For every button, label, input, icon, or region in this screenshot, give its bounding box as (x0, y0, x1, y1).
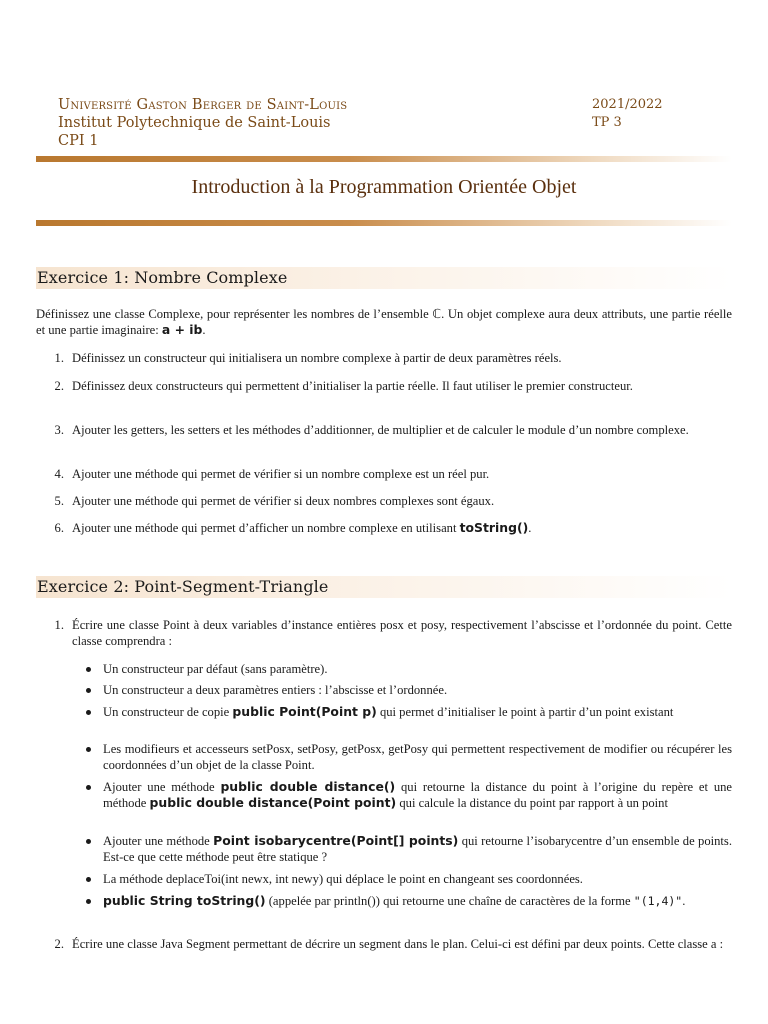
list-item-text: Ajouter les getters, les setters et les méthodes d’additionner, de multiplier et de calculer le module d’un nombre complexe. (72, 423, 689, 437)
list-item-text: Ajouter une méthode qui permet de vérifier si un nombre complexe est un réel pur. (72, 467, 490, 481)
bullet-text: Les modifieurs et accesseurs setPosx, setPosy, getPosx, getPosy qui permettent respectivement de modifier ou récupérer les coordonnées d’un objet de la classe Point. (103, 742, 732, 772)
bullet-text: . (682, 894, 686, 908)
bullet-text: qui permet d’initialiser le point à partir d’un point existant (376, 705, 674, 719)
code-copy-constructor: public Point(Point p) (232, 704, 377, 719)
exercise-1-title: Exercice 1: Nombre Complexe (37, 268, 288, 287)
bullet-item (86, 682, 732, 698)
bullet-item (86, 779, 732, 811)
page-header (58, 96, 708, 150)
bullet-text: qui retourne l’isobarycentre d’un ensemble de points. Est-ce que cette méthode peut être statique ? (103, 834, 732, 864)
intro-end: . (202, 323, 206, 337)
code-distance: public double distance() (220, 779, 396, 794)
list-item-text: Définissez deux constructeurs qui permettent d’initialiser la partie réelle. Il faut utiliser le premier constructeur. (72, 379, 633, 393)
list-item: 1. Définissez un constructeur qui initialisera un nombre complexe à partir de deux paramètres réels. (40, 350, 732, 366)
list-item-text: Définissez un constructeur qui initialisera un nombre complexe à partir de deux paramètres réels. (72, 351, 562, 365)
bullet-text: Ajouter une méthode (103, 780, 221, 794)
exercise-1-heading (36, 267, 732, 289)
bullet-text: qui calcule la distance du point par rapport à un point (396, 796, 668, 810)
institute-name: Institut Polytechnique de Saint-Louis (58, 115, 331, 131)
list-item: 4. Ajouter une méthode qui permet de vérifier si un nombre complexe est un réel pur. (40, 466, 732, 482)
intro-text: Définissez une classe Complexe, pour représenter les nombres de l’ensemble ℂ. Un objet complexe aura deux attributs, une partie réelle et une partie imaginaire: (36, 307, 732, 337)
academic-year: 2021/2022 (592, 97, 663, 112)
bullet-text: Un constructeur de copie (103, 705, 233, 719)
bullet-item (86, 893, 732, 909)
bullet-item (86, 741, 732, 773)
list-item: 3. Ajouter les getters, les setters et les méthodes d’additionner, de multiplier et de calculer le module d’un nombre complexe. (40, 422, 732, 438)
top-rule (36, 156, 732, 162)
list-item: 2. Définissez deux constructeurs qui permettent d’initialiser la partie réelle. Il faut utiliser le premier constructeur. (40, 378, 732, 394)
complex-formula: a + ib (161, 322, 203, 337)
bullet-item (86, 704, 732, 720)
list-item-text: Ajouter une méthode qui permet d’afficher un nombre complexe en utilisant (72, 521, 460, 535)
title-rule (36, 220, 732, 226)
bullet-text: (appelée par println()) qui retourne une chaîne de caractères de la forme (265, 894, 634, 908)
exercise-2-heading (36, 576, 732, 598)
list-item-text: Écrire une classe Point à deux variables d’instance entières posx et posy, respectivement l’abscisse et l’ordonnée du point. Cette classe comprendra : (72, 618, 732, 648)
university-name: Université Gaston Berger de Saint-Louis (58, 97, 348, 113)
bullet-item (86, 833, 732, 865)
bullet-text: La méthode deplaceToi(int newx, int newy) qui déplace le point en changeant ses coordonnées. (103, 872, 583, 886)
document-title: Introduction à la Programmation Orientée Objet (191, 176, 577, 198)
list-item-end: . (528, 521, 532, 535)
code-tostring: public String toString() (103, 893, 266, 908)
code-distance-point: public double distance(Point point) (149, 795, 397, 810)
exercise-2-title: Exercice 2: Point-Segment-Triangle (37, 577, 329, 596)
string-example: "(1,4)" (633, 894, 683, 908)
code-isobarycentre: Point isobarycentre(Point[] points) (213, 833, 459, 848)
list-item-text: Écrire une classe Java Segment permettant de décrire un segment dans le plan. Celui-ci est défini par deux points. Cette classe a : (72, 937, 724, 951)
list-item-text: Ajouter une méthode qui permet de vérifier si deux nombres complexes sont égaux. (72, 494, 495, 508)
code-tostring: toString() (459, 520, 529, 535)
exercise-1-intro (36, 306, 732, 338)
bullet-item (86, 871, 732, 887)
bullet-text: qui retourne la distance du point à l’origine du repère et une méthode (103, 780, 733, 810)
list-item: 2. Écrire une classe Java Segment permettant de décrire un segment dans le plan. Celui-ci est défini par deux points. Cette classe a : (40, 936, 732, 952)
tp-number: TP 3 (592, 115, 622, 130)
class-name: CPI 1 (58, 133, 99, 149)
list-item: 6. Ajouter une méthode qui permet d’afficher un nombre complexe en utilisant toString(). (54, 520, 532, 535)
list-item: 1. Écrire une classe Point à deux variables d’instance entières posx et posy, respectivement l’abscisse et l’ordonnée du point. Cette classe comprendra : (54, 618, 732, 648)
bullet-item (86, 661, 732, 677)
list-item: 5. Ajouter une méthode qui permet de vérifier si deux nombres complexes sont égaux. (40, 493, 732, 509)
bullet-text: Ajouter une méthode (103, 834, 214, 848)
bullet-text: Un constructeur a deux paramètres entiers : l’abscisse et l’ordonnée. (103, 683, 448, 697)
bullet-text: Un constructeur par défaut (sans paramètre). (103, 662, 328, 676)
